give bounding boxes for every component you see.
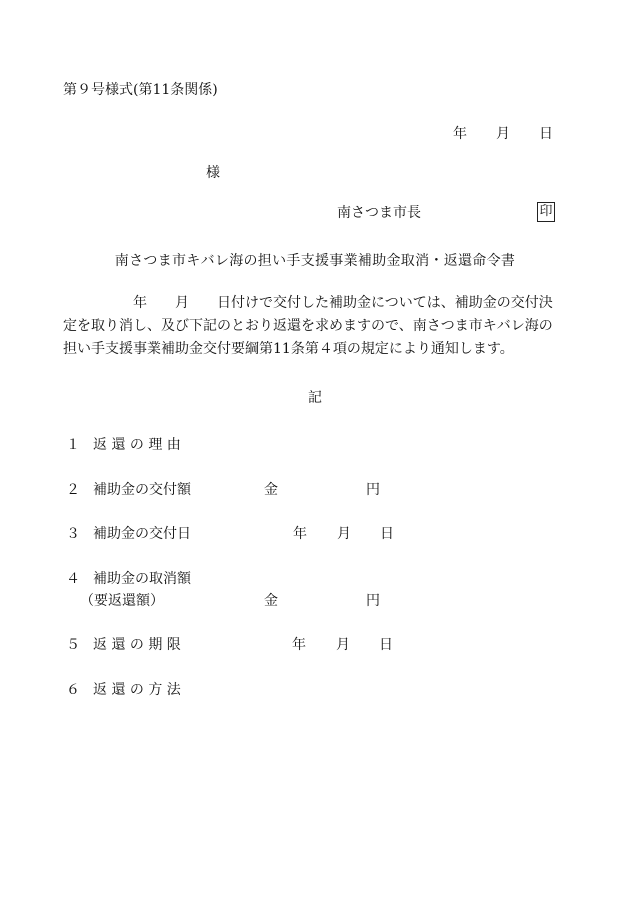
month-label: 月 [337,526,351,542]
issuer-name: 南さつま市長 [337,205,421,221]
en-label: 円 [366,482,380,498]
ki-heading: 記 [308,390,322,406]
year-label: 年 [292,637,306,653]
item-label: 補助金の交付日 [93,526,191,542]
month-label: 月 [336,637,350,653]
document-title: 南さつま市キバレ海の担い手支援事業補助金取消・返還命令書 [114,253,516,269]
item-label: 補助金の交付額 [93,482,191,498]
seal-mark: 印 [537,202,555,222]
item-label: 返 還 の 方 法 [93,682,181,698]
body-line: 年 月 日付けで交付した補助金については、補助金の交付決 [63,295,553,311]
item-number: ２ [66,482,80,498]
year-label: 年 [453,126,467,142]
item-label: 返 還 の 期 限 [93,637,181,653]
item-label: 返 還 の 理 由 [93,437,181,453]
day-label: 日 [379,637,393,653]
item-number: ５ [66,637,80,653]
kin-label: 金 [264,593,278,609]
item-number: ３ [66,526,80,542]
item-cancel-amount [0,570,630,610]
item-number: ６ [66,682,80,698]
addressee-suffix: 様 [206,165,220,181]
year-label: 年 [293,526,307,542]
kin-label: 金 [264,482,278,498]
day-label: 日 [539,126,553,142]
month-label: 月 [496,126,510,142]
en-label: 円 [366,593,380,609]
item-number: ４ [66,571,80,587]
form-number-title: 第９号様式(第11条関係) [63,82,218,98]
item-sublabel: （要返還額） [80,593,164,609]
notice-body [63,292,573,361]
day-label: 日 [380,526,394,542]
body-line: 担い手支援事業補助金交付要綱第11条第４項の規定により通知します。 [63,341,514,357]
body-line: 定を取り消し、及び下記のとおり返還を求めますので、南さつま市キバレ海の [63,318,553,334]
item-number: １ [66,437,80,453]
item-label: 補助金の取消額 [93,571,191,587]
